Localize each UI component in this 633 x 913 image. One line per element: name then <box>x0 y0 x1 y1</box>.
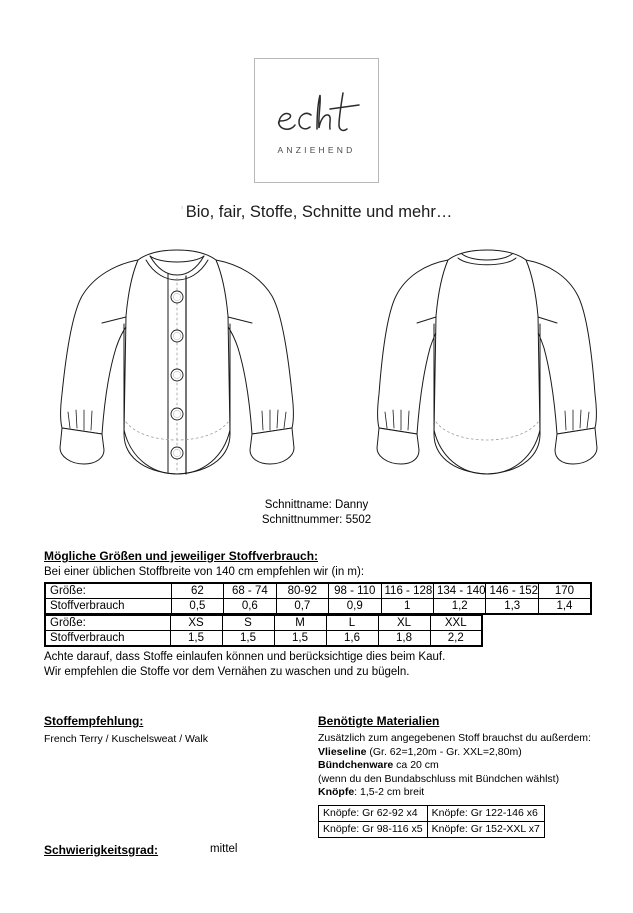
usage-cell: 0,5 <box>171 599 223 615</box>
sizes-notes <box>44 650 592 679</box>
buendchenware-value: ca 20 cm <box>393 759 439 771</box>
size-cell: 116 - 128 <box>381 583 433 599</box>
materials-line-buendchenware <box>318 759 618 773</box>
size-cell: 62 <box>171 583 223 599</box>
difficulty-label: Schwierigkeitsgrad: <box>44 843 159 857</box>
size-cell: 80-92 <box>276 583 328 599</box>
echt-script-icon <box>273 87 361 139</box>
usage-cell: 1,5 <box>274 631 326 647</box>
materials-line-buendchen-note: (wenn du den Bundabschluss mit Bündchen wählst) <box>318 772 560 785</box>
sizes-subtitle: Bei einer üblichen Stoffbreite von 140 cm empfehlen wir (in m): <box>44 566 365 578</box>
size-cell: XS <box>170 616 222 631</box>
logo-subtitle: ANZIEHEND <box>277 145 356 155</box>
pattern-number: Schnittnummer: 5502 <box>261 514 372 526</box>
fabric-heading: Stoffempfehlung: <box>44 714 144 728</box>
button-quantity-table <box>318 805 545 838</box>
size-cell: XXL <box>430 616 482 631</box>
materials-heading: Benötigte Materialien <box>318 714 440 728</box>
usage-cell: 1,5 <box>170 631 222 647</box>
usage-cell: 0,6 <box>224 599 276 615</box>
row-label-size: Größe: <box>45 583 171 599</box>
knoepfe-label: Knöpfe <box>318 786 355 798</box>
brand-logo <box>0 58 633 183</box>
materials-lines <box>318 732 618 800</box>
usage-cell: 2,2 <box>430 631 482 647</box>
button-qty-cell: Knöpfe: Gr 152-XXL x7 <box>427 821 544 837</box>
button-qty-cell: Knöpfe: Gr 98-116 x5 <box>319 821 428 837</box>
usage-cell: 1 <box>381 599 433 615</box>
difficulty-section <box>44 843 444 857</box>
size-cell: 98 - 110 <box>329 583 381 599</box>
pattern-meta <box>0 498 633 528</box>
table-row <box>319 805 545 821</box>
table-row <box>45 599 591 615</box>
row-label-usage: Stoffverbrauch <box>45 631 170 647</box>
button-qty-cell: Knöpfe: Gr 62-92 x4 <box>319 805 428 821</box>
vlieseline-value: (Gr. 62=1,20m - Gr. XXL=2,80m) <box>366 745 522 758</box>
vlieseline-label: Vlieseline <box>318 745 367 758</box>
buendchenware-label: Bündchenware <box>318 759 394 771</box>
usage-cell: 0,9 <box>329 599 381 615</box>
logo-box <box>254 58 379 183</box>
table-row <box>45 631 482 647</box>
page-tagline <box>0 203 633 222</box>
size-table-adults <box>44 615 483 647</box>
size-cell: 170 <box>538 583 591 599</box>
tagline-text: Bio, fair, Stoffe, Schnitte und mehr… <box>185 203 453 221</box>
required-materials-section <box>318 714 618 838</box>
materials-intro: Zusätzlich zum angegebenen Stoff brauchst du außerdem: <box>318 732 591 744</box>
usage-cell: 1,8 <box>378 631 430 647</box>
materials-line-knoepfe <box>318 786 618 800</box>
usage-cell: 1,3 <box>486 599 538 615</box>
size-cell: S <box>222 616 274 631</box>
technical-drawings <box>34 234 599 486</box>
size-cell: 134 - 140 <box>433 583 485 599</box>
tagline-lead-mark: ' <box>180 204 184 221</box>
size-cell: 146 - 152 <box>486 583 538 599</box>
pattern-name: Schnittname: Danny <box>264 499 369 511</box>
note-line-1: Achte darauf, dass Stoffe einlaufen können und berücksichtige dies beim Kauf. <box>44 651 446 663</box>
materials-line-vlieseline <box>318 746 618 760</box>
logo-script-echt <box>255 87 378 139</box>
jacket-back-technical-drawing <box>374 234 604 486</box>
fabric-recommendation-section <box>44 714 304 745</box>
knoepfe-value: : 1,5-2 cm breit <box>354 786 425 798</box>
sizes-heading: Mögliche Größen und jeweiliger Stoffverbrauch: <box>44 549 319 563</box>
row-label-size: Größe: <box>45 616 170 631</box>
row-label-usage: Stoffverbrauch <box>45 599 171 615</box>
table-row <box>45 583 591 599</box>
button-qty-cell: Knöpfe: Gr 122-146 x6 <box>427 805 544 821</box>
table-row <box>45 616 482 631</box>
usage-cell: 1,5 <box>222 631 274 647</box>
usage-cell: 1,4 <box>538 599 591 615</box>
size-cell: 68 - 74 <box>224 583 276 599</box>
usage-cell: 1,6 <box>326 631 378 647</box>
difficulty-value: mittel <box>210 843 238 855</box>
size-cell: L <box>326 616 378 631</box>
jacket-front-technical-drawing <box>46 234 308 486</box>
size-table-children <box>44 582 592 615</box>
usage-cell: 0,7 <box>276 599 328 615</box>
note-line-2: Wir empfehlen die Stoffe vor dem Vernähen zu waschen und zu bügeln. <box>44 665 410 678</box>
sizes-section <box>44 549 592 679</box>
size-cell: XL <box>378 616 430 631</box>
table-row <box>319 821 545 837</box>
size-cell: M <box>274 616 326 631</box>
usage-cell: 1,2 <box>433 599 485 615</box>
fabric-list: French Terry / Kuschelsweat / Walk <box>44 733 208 745</box>
